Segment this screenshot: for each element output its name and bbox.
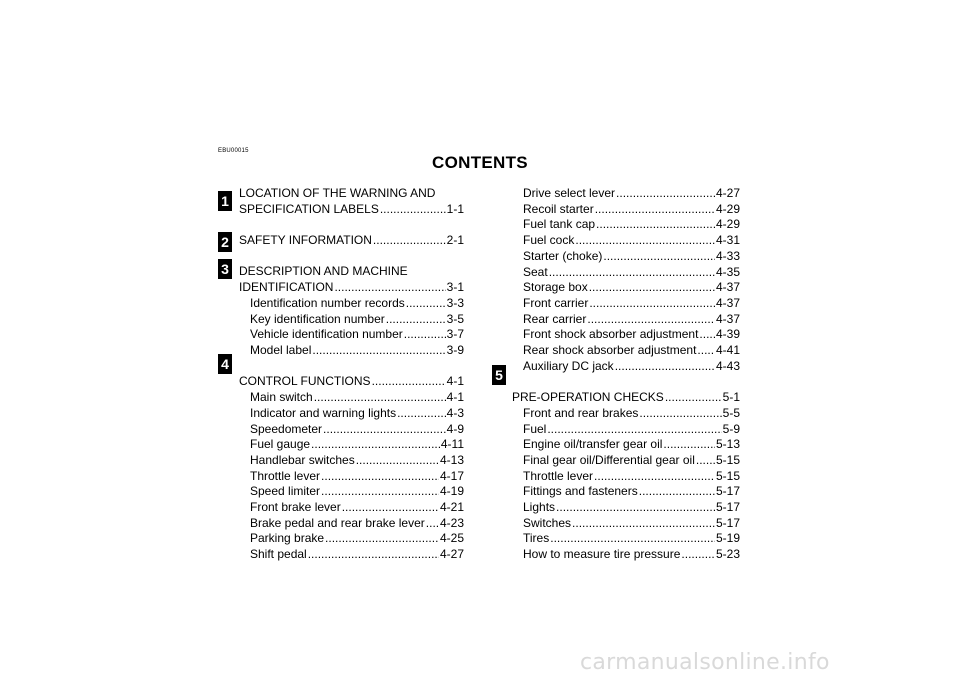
- toc-entry-page: 3-1: [446, 280, 464, 295]
- toc-entry-title: Tires: [523, 531, 550, 546]
- leader-dots: [550, 531, 715, 547]
- toc-entry-title: Brake pedal and rear brake lever: [250, 515, 425, 530]
- leader-dots: [380, 202, 446, 218]
- leader-dots: [616, 186, 715, 202]
- toc-entry-title: Main switch: [250, 390, 313, 405]
- toc-entry-title: Indicator and warning lights: [250, 405, 397, 420]
- toc-subentry[interactable]: [512, 547, 740, 563]
- toc-subentry[interactable]: [239, 437, 464, 453]
- toc-entry-title: Storage box: [523, 280, 588, 295]
- toc-subentry[interactable]: [239, 531, 464, 547]
- leader-dots: [615, 359, 715, 375]
- toc-entry-page: 1-1: [446, 201, 464, 216]
- leader-dots: [595, 202, 715, 218]
- toc-entry-safety-information[interactable]: [239, 233, 464, 249]
- toc-subentry[interactable]: [512, 233, 740, 249]
- section-tab-4[interactable]: 4: [218, 354, 232, 374]
- toc-entry-title: Front shock absorber adjustment: [523, 327, 699, 342]
- toc-entry-page: 4-13: [439, 452, 464, 467]
- toc-entry-page: 4-11: [440, 437, 464, 452]
- leader-dots: [311, 437, 440, 453]
- toc-entry-page: 4-29: [715, 217, 740, 232]
- toc-subentry[interactable]: [512, 217, 740, 233]
- toc-entry-title: SAFETY INFORMATION: [239, 233, 372, 248]
- toc-entry-page: 4-29: [715, 201, 740, 216]
- leader-dots: [639, 484, 715, 500]
- toc-entry-page: 3-5: [446, 311, 464, 326]
- leader-dots: [373, 233, 446, 249]
- toc-subentry[interactable]: [239, 406, 464, 422]
- toc-entry-page: 4-25: [439, 531, 464, 546]
- toc-entry-page: 5-17: [715, 484, 740, 499]
- toc-entry-title: Rear shock absorber adjustment: [523, 343, 697, 358]
- toc-subentry[interactable]: [239, 343, 464, 359]
- toc-subentry[interactable]: [512, 484, 740, 500]
- leader-dots: [587, 312, 715, 328]
- section-tab-1[interactable]: 1: [218, 191, 232, 211]
- toc-entry-title: Parking brake: [250, 531, 325, 546]
- toc-entry-page: 4-19: [439, 484, 464, 499]
- toc-entry-control-functions[interactable]: [239, 374, 464, 390]
- leader-dots: [342, 500, 439, 516]
- toc-entry-page: 5-17: [715, 515, 740, 530]
- page-title: CONTENTS: [432, 153, 528, 172]
- toc-entry-title: Handlebar switches: [250, 452, 355, 467]
- toc-entry-page: 5-17: [715, 500, 740, 515]
- leader-dots: [406, 296, 446, 312]
- leader-dots: [639, 406, 721, 422]
- leader-dots: [321, 469, 439, 485]
- toc-entry-page: 4-9: [446, 421, 464, 436]
- toc-left-column: [239, 186, 464, 563]
- toc-entry-title: Throttle lever: [250, 468, 321, 483]
- toc-subentry[interactable]: [239, 312, 464, 328]
- toc-entry-title: Front carrier: [523, 295, 589, 310]
- toc-entry-title: Front and rear brakes: [523, 405, 639, 420]
- leader-dots: [323, 422, 446, 438]
- toc-subentry[interactable]: [512, 186, 740, 202]
- toc-entry-page: 4-3: [446, 405, 464, 420]
- toc-entry-title: How to measure tire pressure: [523, 547, 681, 562]
- toc-subentry[interactable]: [512, 265, 740, 281]
- toc-entry-title: Recoil starter: [523, 201, 594, 216]
- toc-subentry[interactable]: [239, 547, 464, 563]
- section-tab-5[interactable]: 5: [492, 365, 506, 385]
- leader-dots: [426, 516, 439, 532]
- toc-entry-page: 4-43: [715, 358, 740, 373]
- toc-entry-page: 4-33: [715, 248, 740, 263]
- toc-entry-title: Vehicle identification number: [250, 327, 403, 342]
- toc-entry-title: CONTROL FUNCTIONS: [239, 374, 371, 389]
- toc-entry-title: Fuel cock: [523, 233, 575, 248]
- toc-entry-page: 4-27: [715, 186, 740, 200]
- toc-entry-page: 5-15: [715, 468, 740, 483]
- leader-dots: [572, 516, 715, 532]
- watermark-footer: carmanualsonline.info: [580, 650, 830, 675]
- toc-entry-page: 5-1: [722, 390, 740, 405]
- toc-subentry[interactable]: [512, 249, 740, 265]
- toc-subentry[interactable]: [512, 202, 740, 218]
- toc-entry-title: Model label: [250, 343, 312, 357]
- leader-dots: [699, 327, 715, 343]
- toc-entry-page: 4-17: [439, 468, 464, 483]
- toc-subentry[interactable]: [239, 500, 464, 516]
- leader-dots: [308, 547, 439, 563]
- toc-entry-page: 2-1: [446, 233, 464, 248]
- toc-subentry[interactable]: [239, 516, 464, 532]
- toc-subentry[interactable]: [512, 312, 740, 328]
- toc-subentry[interactable]: [512, 516, 740, 532]
- toc-entry-page: 5-5: [722, 405, 740, 420]
- toc-heading-line: [239, 186, 464, 202]
- leader-dots: [556, 500, 715, 516]
- leader-dots: [663, 437, 715, 453]
- toc-subentry[interactable]: [512, 296, 740, 312]
- toc-subentry[interactable]: [512, 406, 740, 422]
- leader-dots: [397, 406, 446, 422]
- toc-entry-page: 5-23: [715, 547, 740, 562]
- toc-entry-page: 4-37: [715, 280, 740, 295]
- toc-entry-title: Identification number records: [250, 295, 405, 310]
- leader-dots: [589, 280, 715, 296]
- leader-dots: [386, 312, 446, 328]
- toc-entry-page: 3-7: [446, 327, 464, 342]
- toc-subentry[interactable]: [239, 469, 464, 485]
- toc-entry-title: Speed limiter: [250, 484, 321, 499]
- section-tab-2[interactable]: 2: [218, 232, 232, 252]
- leader-dots: [547, 422, 721, 438]
- toc-entry-page: 4-27: [439, 547, 464, 562]
- toc-subentry[interactable]: [239, 484, 464, 500]
- toc-entry-page: 4-1: [446, 390, 464, 405]
- toc-entry-title: Throttle lever: [523, 468, 594, 483]
- toc-entry-page: 4-37: [715, 295, 740, 310]
- toc-subentry[interactable]: [512, 531, 740, 547]
- toc-entry-title: Front brake lever: [250, 500, 341, 515]
- toc-entry-title: PRE-OPERATION CHECKS: [512, 390, 664, 405]
- toc-subentry[interactable]: [512, 422, 740, 438]
- toc-subentry[interactable]: [512, 469, 740, 485]
- toc-entry-title: Fuel tank cap: [523, 217, 596, 232]
- toc-entry-page: 5-9: [722, 421, 740, 436]
- toc-entry-page: 5-13: [715, 437, 740, 452]
- toc-subentry[interactable]: [239, 327, 464, 343]
- toc-entry-title: IDENTIFICATION: [239, 280, 334, 295]
- toc-entry-pre-operation-checks[interactable]: [512, 390, 740, 406]
- leader-dots: [325, 531, 439, 547]
- toc-entry-page: 4-41: [715, 343, 740, 358]
- document-code: EBU00015: [218, 148, 249, 154]
- toc-entry-title: Fittings and fasteners: [523, 484, 638, 499]
- leader-dots: [603, 249, 715, 265]
- toc-heading-text: DESCRIPTION AND MACHINE: [239, 264, 408, 279]
- toc-entry-page: 4-35: [715, 264, 740, 279]
- toc-entry-page: 4-39: [715, 327, 740, 342]
- toc-subentry[interactable]: [239, 453, 464, 469]
- section-tab-3[interactable]: 3: [218, 259, 232, 279]
- leader-dots: [665, 390, 722, 406]
- toc-entry-page: 3-9: [446, 343, 464, 357]
- toc-subentry[interactable]: [512, 453, 740, 469]
- toc-entry-page: 4-37: [715, 311, 740, 326]
- toc-subentry[interactable]: [239, 390, 464, 406]
- toc-entry-page: 5-19: [715, 531, 740, 546]
- toc-entry-title: Rear carrier: [523, 311, 587, 326]
- toc-entry-title: Final gear oil/Differential gear oil: [523, 452, 695, 467]
- leader-dots: [681, 547, 715, 563]
- toc-entry-title: SPECIFICATION LABELS: [239, 201, 379, 216]
- leader-dots: [321, 484, 439, 500]
- toc-entry-title: Shift pedal: [250, 547, 307, 562]
- toc-entry-title: Engine oil/transfer gear oil: [523, 437, 663, 452]
- toc-heading-text: LOCATION OF THE WARNING AND: [239, 186, 436, 200]
- leader-dots: [549, 265, 715, 281]
- toc-entry-page: 4-21: [439, 500, 464, 515]
- toc-entry-title: Fuel: [523, 421, 547, 436]
- toc-entry-title: Lights: [523, 500, 556, 515]
- leader-dots: [356, 453, 439, 469]
- toc-heading-line: [239, 264, 464, 280]
- toc-entry-page: 4-23: [439, 515, 464, 530]
- leader-dots: [596, 217, 715, 233]
- toc-entry-title: Fuel gauge: [250, 437, 311, 452]
- toc-entry-page: 4-31: [715, 233, 740, 248]
- toc-entry-identification[interactable]: [239, 280, 464, 296]
- toc-entry-title: Seat: [523, 264, 548, 279]
- toc-entry-title: Auxiliary DC jack: [523, 358, 614, 373]
- leader-dots: [314, 390, 446, 406]
- toc-subentry[interactable]: [512, 343, 740, 359]
- leader-dots: [575, 233, 715, 249]
- leader-dots: [404, 327, 446, 343]
- toc-entry-title: Speedometer: [250, 421, 323, 436]
- toc-entry-location-labels[interactable]: [239, 202, 464, 218]
- toc-subentry[interactable]: [512, 280, 740, 296]
- leader-dots: [697, 343, 715, 359]
- toc-entry-title: Starter (choke): [523, 248, 603, 263]
- toc-entry-page: 5-15: [715, 452, 740, 467]
- toc-right-column: [512, 186, 740, 563]
- leader-dots: [334, 280, 445, 296]
- leader-dots: [589, 296, 715, 312]
- leader-dots: [594, 469, 715, 485]
- leader-dots: [312, 343, 445, 359]
- toc-entry-page: 3-3: [446, 295, 464, 310]
- leader-dots: [372, 374, 446, 390]
- leader-dots: [696, 453, 715, 469]
- toc-subentry[interactable]: [239, 422, 464, 438]
- toc-subentry[interactable]: [512, 437, 740, 453]
- toc-entry-title: Drive select lever: [523, 186, 616, 200]
- toc-entry-page: 4-1: [446, 374, 464, 389]
- toc-subentry[interactable]: [512, 500, 740, 516]
- toc-entry-title: Switches: [523, 515, 572, 530]
- toc-entry-title: Key identification number: [250, 311, 385, 326]
- toc-subentry[interactable]: [512, 359, 740, 375]
- toc-subentry[interactable]: [512, 327, 740, 343]
- toc-subentry[interactable]: [239, 296, 464, 312]
